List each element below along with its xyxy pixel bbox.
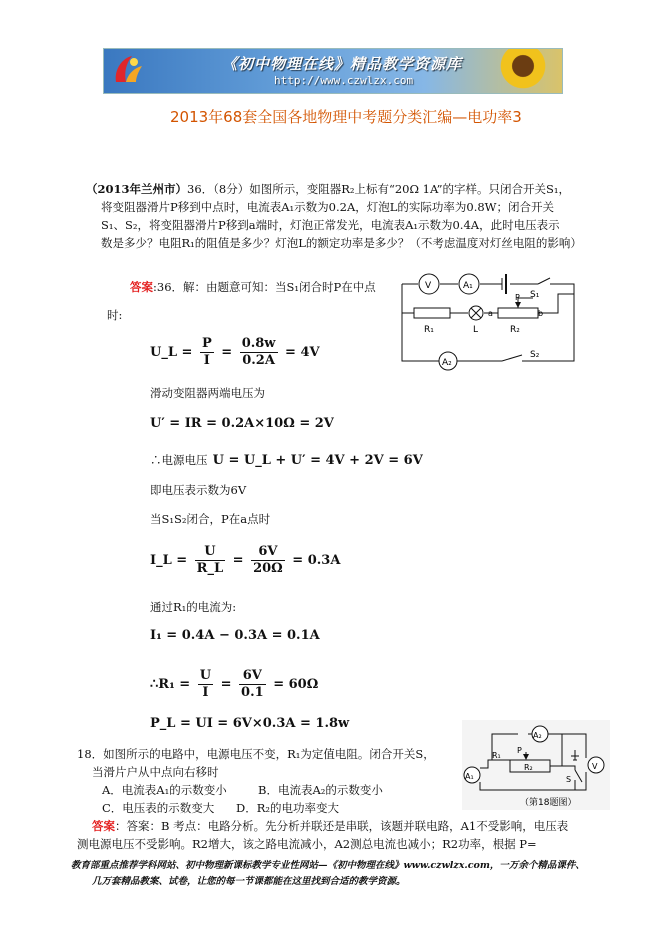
- q18-answer-label: 答案: [92, 819, 115, 833]
- q36-line4: 数是多少？电阻R₁的阻值是多少？灯泡L的额定功率是多少？（不考虑温度对灯丝电阻的影响）: [101, 236, 582, 250]
- answer36-source-voltage: ∴电源电压 U = U_L + U′ = 4V + 2V = 6V: [150, 453, 423, 468]
- q18-answer-line1: [92, 817, 568, 836]
- circuit18-caption: （第18题图）: [520, 798, 577, 808]
- circuit18-label-v: V: [592, 762, 598, 771]
- circuit18-label-a2: A₂: [533, 731, 542, 740]
- q18-answer-text: ：答案：B 考点：电路分析。先分析并联还是串联，该题并联电路，A1不受影响，电压表: [115, 819, 569, 833]
- circuit36-label-l: L: [473, 325, 479, 335]
- q36-line1-text: 36．（8分）如图所示，变阻器R₂上标有“20Ω 1A”的字样。只闭合开关S₁，: [187, 182, 570, 196]
- circuit36-label-s2: S₂: [530, 350, 540, 360]
- equation-u-prime: U′ = IR = 0.2A×10Ω = 2V: [150, 416, 334, 431]
- q18-option-d: D．R₂的电功率变大: [236, 801, 339, 815]
- q18-line1: 18．如图所示的电路中，电源电压不变，R₁为定值电阻。闭合开关S，: [77, 747, 435, 761]
- equation-il: I_L = $\frac{U}{R\_L}$ = $\frac{6V}{20\Omega}$ = 0.3A: [150, 544, 341, 576]
- answer36-text-5: 通过R₁的电流为:: [150, 600, 237, 614]
- sunflower-icon: [498, 48, 548, 91]
- answer36-intro-text: :36．解：由题意可知：当S₁闭合时P在中点: [153, 280, 376, 294]
- circuit18-label-r2: R₂: [524, 763, 533, 772]
- circuit36-label-a1: A₁: [463, 281, 473, 291]
- circuit18-label-p: P: [517, 746, 522, 755]
- circuit-diagram-q36: [398, 268, 580, 374]
- banner-url[interactable]: http://www.czwlzx.com: [274, 74, 414, 87]
- circuit36-label-b: b: [538, 309, 544, 318]
- equation-i1: I₁ = 0.4A − 0.3A = 0.1A: [150, 628, 320, 643]
- circuit-diagram-q18: [462, 720, 610, 810]
- equation-r1: ∴R₁ = $\frac{U}{I}$ = $\frac{6V}{0.1}$ = 60Ω: [150, 668, 319, 700]
- answer36-text-3: 即电压表示数为6V: [150, 483, 247, 497]
- q36-line1: [86, 180, 570, 199]
- banner-title: 《初中物理在线》精品教学资源库: [222, 55, 463, 73]
- q18-option-a: A．电流表A₁的示数变小: [102, 783, 227, 797]
- circuit36-label-a: a: [488, 309, 493, 318]
- circuit36-label-s1: S₁: [530, 290, 540, 300]
- q18-option-b: B．电流表A₂的示数变小: [258, 783, 383, 797]
- answer36-text-4: 当S₁S₂闭合，P在a点时: [150, 512, 271, 526]
- circuit36-label-v: V: [425, 281, 432, 291]
- footer-line1: 教育部重点推荐学科网站、初中物理新课标教学专业性网站—《初中物理在线》www.czwlzx.com，一万余个精品课件、: [71, 860, 585, 871]
- circuit18-label-r1: R₁: [492, 751, 501, 760]
- document-title: 2013年68套全国各地物理中考题分类汇编—电功率3: [170, 108, 522, 126]
- q18-answer-line2: 测电源电压不受影响。R2增大，该之路电流减小，A2测总电流也减小；R2功率，根据 P=: [77, 837, 537, 851]
- q36-line2: 将变阻器滑片P移到中点时，电流表A₁示数为0.2A，灯泡L的实际功率为0.8W；闭合开关: [101, 200, 554, 214]
- site-logo-icon: [110, 52, 146, 88]
- circuit36-label-a2: A₂: [442, 358, 452, 368]
- circuit18-label-a1: A₁: [465, 772, 474, 781]
- q36-line3: S₁、S₂，将变阻器滑片P移到a端时，灯泡正常发光，电流表A₁示数为0.4A，此时电压表示: [101, 218, 560, 232]
- answer36-label: 答案: [130, 280, 153, 294]
- site-banner: [103, 48, 563, 94]
- equation-pl: P_L = UI = 6V×0.3A = 1.8w: [150, 716, 350, 731]
- q36-source: （2013年兰州市）: [86, 182, 188, 196]
- equation-ul: U_L = $\frac{P}{I}$ = $\frac{0.8w}{0.2A}$ = 4V: [150, 336, 320, 368]
- circuit18-label-s: S: [566, 775, 572, 784]
- answer36-text-1: 滑动变阻器两端电压为: [150, 386, 265, 400]
- circuit36-label-p: P: [515, 293, 520, 302]
- answer36-intro: [130, 278, 376, 297]
- circuit36-label-r1: R₁: [424, 325, 434, 335]
- q18-line2: 当滑片户从中点向右移时: [92, 765, 219, 779]
- answer36-intro2: 时:: [107, 308, 123, 322]
- q18-option-c: C．电压表的示数变大: [102, 801, 215, 815]
- circuit36-label-r2: R₂: [510, 325, 520, 335]
- footer-line2: 几万套精品教案、试卷，让您的每一节课都能在这里找到合适的教学资源。: [92, 876, 406, 887]
